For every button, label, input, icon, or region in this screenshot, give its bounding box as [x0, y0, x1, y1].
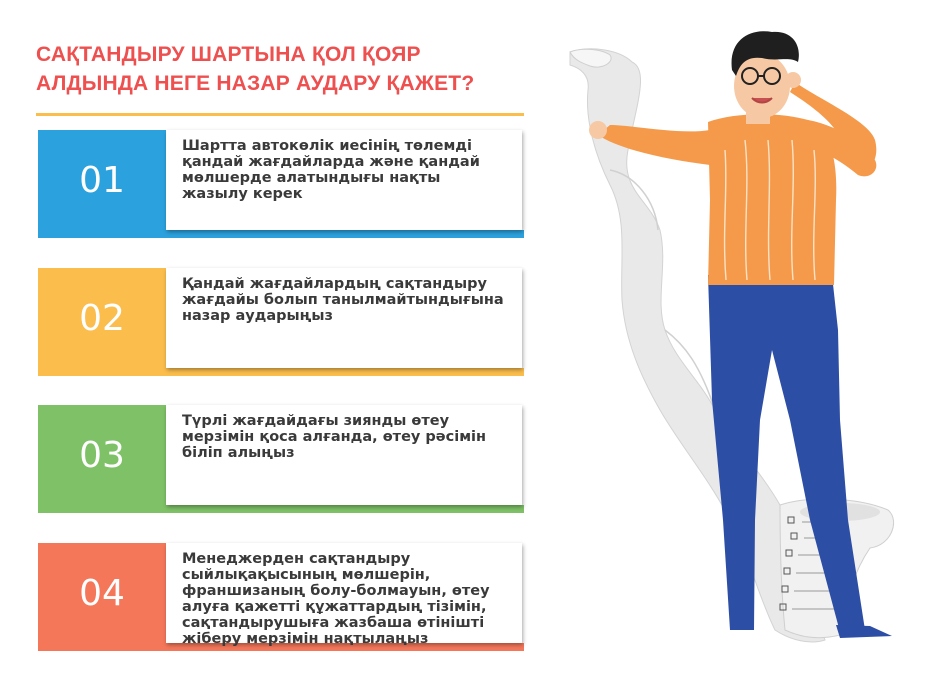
- list-item-03: [38, 405, 524, 513]
- title-line-2: АЛДЫНДА НЕГЕ НАЗАР АУДАРУ ҚАЖЕТ?: [36, 72, 475, 95]
- item-number: 04: [79, 572, 125, 614]
- text-panel: [166, 268, 522, 368]
- page-title: [36, 40, 516, 98]
- item-text: Шартта автокөлік иесінің төлемді қандай жағдайларда және қандай мөлшерде алатындығы нақты жазылу керек: [182, 138, 480, 202]
- text-panel: [166, 543, 522, 647]
- card-accent-bar: [38, 505, 524, 513]
- text-panel: [166, 405, 522, 505]
- item-number: 02: [79, 297, 125, 339]
- item-text: Түрлі жағдайдағы зиянды өтеу мерзімін қоса алғанда, өтеу рәсімін біліп алыңыз: [182, 413, 487, 461]
- item-number: 01: [79, 159, 125, 201]
- list-item-01: [38, 130, 524, 238]
- card-accent-bar: [38, 368, 524, 376]
- list-item-04: [38, 543, 524, 651]
- item-number: 03: [79, 434, 125, 476]
- title-line-1: САҚТАНДЫРУ ШАРТЫНА ҚОЛ ҚОЯР: [36, 43, 421, 66]
- man-reading-document-illustration: [540, 0, 930, 676]
- card-accent-bar: [38, 230, 524, 238]
- list-item-02: [38, 268, 524, 376]
- item-text: Менеджерден сақтандыру сыйлықақысының мөлшерін, франшизаның болу-болмауын, өтеу алуға қажетті құжаттардың тізімін, сақтандырушыға жазбаша өтінішті жіберу мерзімін нақтылаңыз: [182, 551, 490, 647]
- title-divider: [36, 113, 524, 116]
- text-panel: [166, 130, 522, 230]
- item-text: Қандай жағдайлардың сақтандыру жағдайы болып танылмайтындығына назар аударыңыз: [182, 276, 504, 324]
